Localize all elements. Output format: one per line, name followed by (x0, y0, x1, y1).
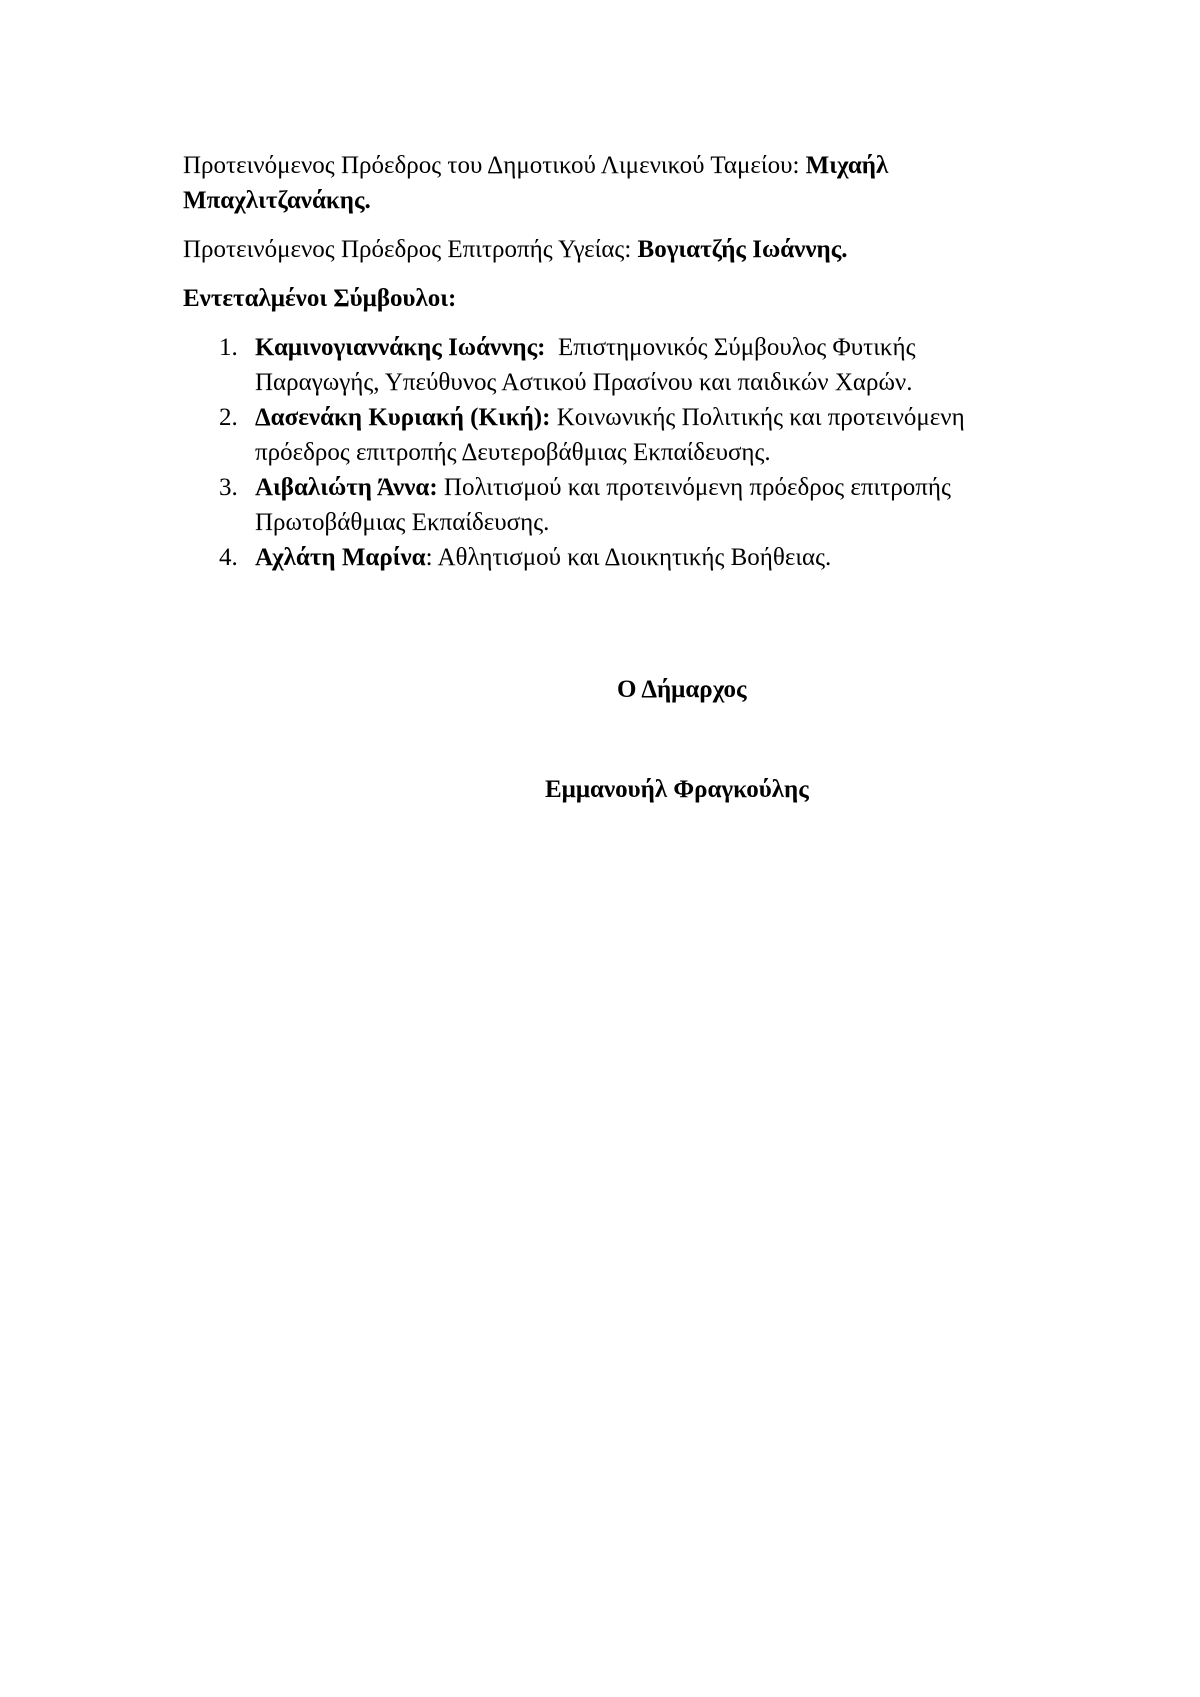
list-item (219, 400, 1023, 470)
list-item (219, 540, 1023, 575)
councillor-role: Πολιτισμού και προτεινόμενη πρόεδρος επιτροπής Πρωτοβάθμιας Εκπαίδευσης. (255, 474, 964, 536)
list-item-number: 3. (219, 474, 238, 501)
list-item (219, 330, 1023, 400)
port-fund-label: Προτεινόμενος Πρόεδρος του Δημοτικού Λιμενικού Ταμείου: (183, 152, 806, 179)
councillor-role: : Αθλητισμού και Διοικητικής Βοήθειας. (425, 544, 832, 571)
councillor-role: Κοινωνικής Πολιτικής και προτεινόμενη πρόεδρος επιτροπής Δευτεροβάθμιας Εκπαίδευσης. (255, 404, 965, 466)
port-fund-president-paragraph (183, 148, 1023, 218)
councillors-heading: Εντεταλμένοι Σύμβουλοι: (183, 285, 457, 312)
councillor-name: Καμινογιαννάκης Ιωάννης: (255, 334, 546, 361)
mayor-signature-name: Εμμανουήλ Φραγκούλης (545, 776, 809, 803)
list-item (219, 470, 1023, 540)
document-body (183, 148, 1023, 575)
list-item-number: 1. (219, 334, 238, 361)
councillor-name: Δασενάκη Κυριακή (Κική): (255, 404, 551, 431)
health-committee-label: Προτεινόμενος Πρόεδρος Επιτροπής Υγείας: (183, 236, 638, 263)
councillor-name: Αιβαλιώτη Άννα: (255, 474, 438, 501)
health-committee-president-paragraph (183, 232, 1023, 267)
health-committee-name: Βογιατζής Ιωάννης. (637, 236, 848, 263)
port-fund-name: Μιχαήλ Μπαχλιτζανάκης. (183, 152, 889, 214)
mayor-title: Ο Δήμαρχος (617, 676, 747, 703)
list-item-number: 4. (219, 544, 238, 571)
list-item-number: 2. (219, 404, 238, 431)
councillor-name: Αχλάτη Μαρίνα (255, 544, 426, 571)
councillors-list (183, 330, 1023, 575)
councillor-role: Επιστημονικός Σύμβουλος Φυτικής Παραγωγής, Υπεύθυνος Αστικού Πρασίνου και παιδικών Χαρών. (255, 334, 922, 396)
